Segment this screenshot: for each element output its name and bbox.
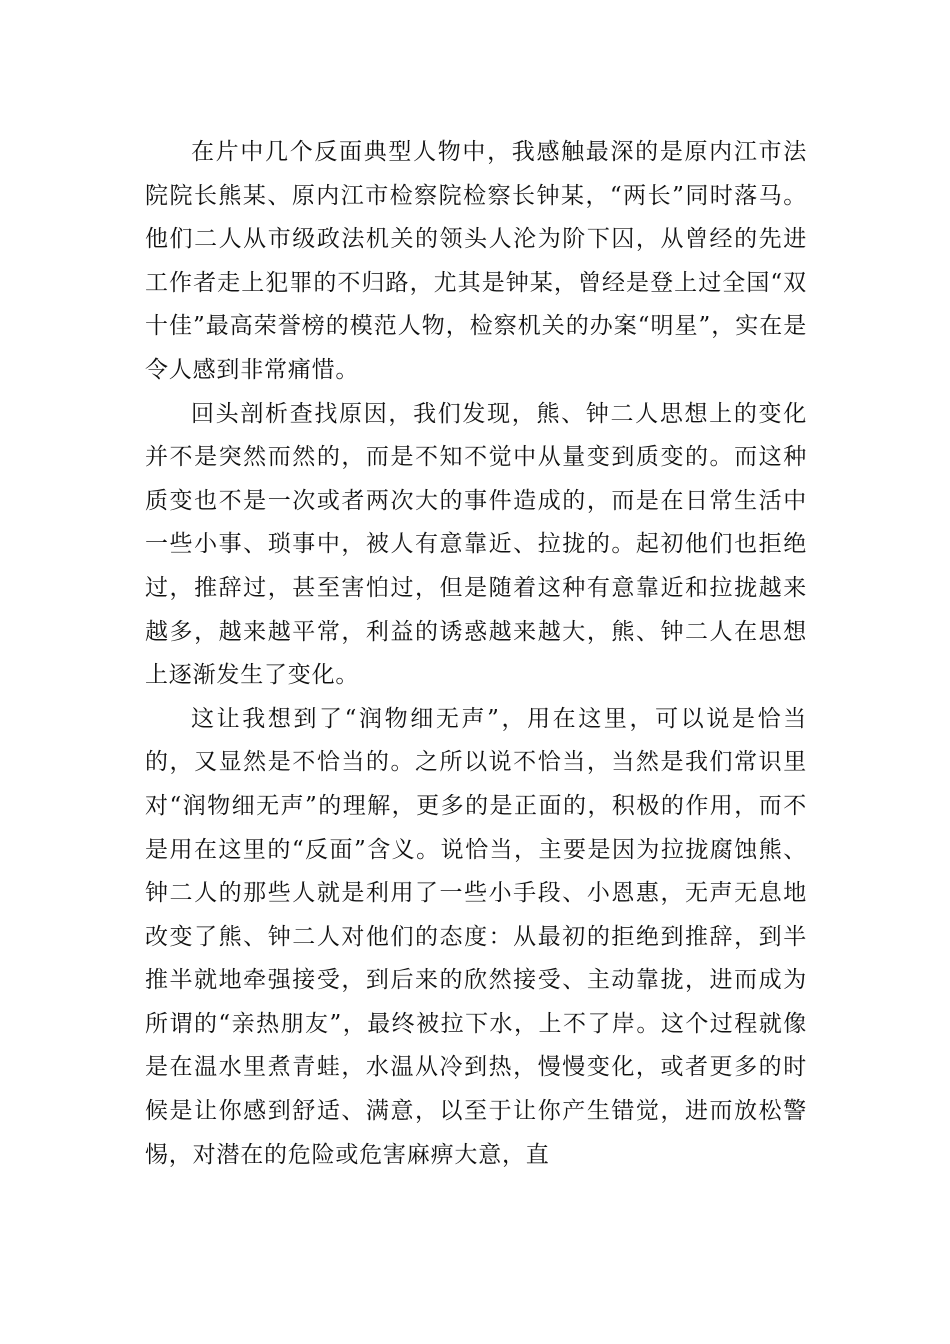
- paragraph-1: 在片中几个反面典型人物中，我感触最深的是原内江市法院院长熊某、原内江市检察院检察长钟某，“两长”同时落马。他们二人从市级政法机关的领头人沦为阶下囚，从曾经的先进工作者走上犯罪的不归路，尤其是钟某，曾经是登上过全国“双十佳”最高荣誉榜的模范人物，检察机关的办案“明星”，实在是令人感到非常痛惜。: [145, 139, 807, 383]
- document-body: [145, 131, 807, 1177]
- paragraph-2: 回头剖析查找原因，我们发现，熊、钟二人思想上的变化并不是突然而然的，而是不知不觉中从量变到质变的。而这种质变也不是一次或者两次大的事件造成的，而是在日常生活中一些小事、琐事中，被人有意靠近、拉拢的。起初他们也拒绝过，推辞过，甚至害怕过，但是随着这种有意靠近和拉拢越来越多，越来越平常，利益的诱惑越来越大，熊、钟二人在思想上逐渐发生了变化。: [145, 400, 807, 689]
- paragraph-3: 这让我想到了“润物细无声”，用在这里，可以说是恰当的，又显然是不恰当的。之所以说不恰当，当然是我们常识里对“润物细无声”的理解，更多的是正面的，积极的作用，而不是用在这里的“反面”含义。说恰当，主要是因为拉拢腐蚀熊、钟二人的那些人就是利用了一些小手段、小恩惠，无声无息地改变了熊、钟二人对他们的态度：从最初的拒绝到推辞，到半推半就地牵强接受，到后来的欣然接受、主动靠拢，进而成为所谓的“亲热朋友”，最终被拉下水，上不了岸。这个过程就像是在温水里煮青蛙，水温从冷到热，慢慢变化，或者更多的时候是让你感到舒适、满意，以至于让你产生错觉，进而放松警惕，对潜在的危险或危害麻痹大意，直: [145, 705, 807, 1168]
